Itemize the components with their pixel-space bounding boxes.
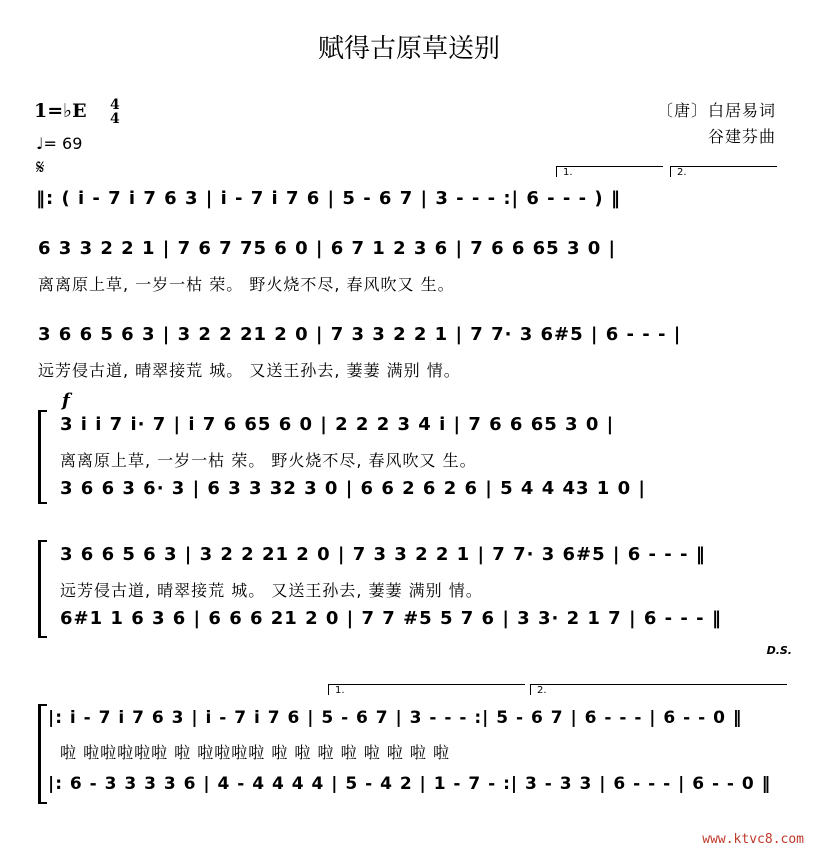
lyric-line-6: 远芳侵古道, 晴翠接荒 城。 又送王孙去, 萋萋 满别 情。 (60, 581, 483, 600)
score-line-6 (0, 544, 818, 574)
notation-line-7: 6#1 1 6 3 6 | 6 6 6 21 2 0 | 7 7 #5 5 7 6 | 3 3· 2 1 7 | 6 - - - ‖ (60, 608, 722, 629)
time-signature-top: 4 (110, 97, 120, 113)
lyric-line-8: 啦 啦啦啦啦啦 啦 啦啦啦啦 啦 啦 啦 啦 啦 啦 啦 啦 (60, 743, 450, 762)
volta-second-ending: 2. (670, 166, 777, 177)
score-line-1 (0, 188, 818, 218)
segno-icon: 𝄋 (36, 155, 45, 179)
notation-line-6: 3 6 6 5 6 3 | 3 2 2 21 2 0 | 7 3 3 2 2 1 | 7 7· 3 6#5 | 6 - - - ‖ (60, 544, 706, 565)
notation-line-3: 3 6 6 5 6 3 | 3 2 2 21 2 0 | 7 3 3 2 2 1 | 7 7· 3 6#5 | 6 - - - | (38, 324, 682, 345)
notation-line-9: |: 6 - 3 3 3 3 6 | 4 - 4 4 4 4 | 5 - 4 2 | 1 - 7 - :| 3 - 3 3 | 6 - - - | 6 - - 0 ‖ (48, 774, 772, 794)
score-line-3 (0, 324, 818, 354)
lyric-line-4: 离离原上草, 一岁一枯 荣。 野火烧不尽, 春风吹又 生。 (60, 451, 477, 470)
dal-segno-marking: D.S. (766, 644, 792, 657)
key-signature: 1=♭E (34, 100, 87, 122)
song-title: 赋得古原草送别 (317, 34, 500, 64)
notation-line-5: 3 6 6 3 6· 3 | 6 3 3 32 3 0 | 6 6 2 6 2 6 | 5 4 4 43 1 0 | (60, 478, 646, 499)
score-line-2 (0, 238, 818, 268)
lyricist-credit: 〔唐〕白居易词 (656, 101, 776, 120)
notation-line-8: |: i - 7 i 7 6 3 | i - 7 i 7 6 | 5 - 6 7 | 3 - - - :| 5 - 6 7 | 6 - - - | 6 - - 0 ‖ (48, 708, 743, 728)
site-watermark: www.ktvc8.com (702, 832, 804, 847)
volta-second-ending-coda: 2. (530, 684, 787, 695)
volta-first-ending: 1. (556, 166, 663, 177)
tempo-marking: ♩= 69 (36, 134, 83, 153)
time-signature (110, 98, 120, 126)
composer-credit: 谷建芬曲 (707, 127, 776, 146)
score-line-7 (0, 608, 818, 638)
notation-line-1: ‖: ( i - 7 i 7 6 3 | i - 7 i 7 6 | 5 - 6 7 | 3 - - - :| 6 - - - ) ‖ (36, 188, 621, 209)
notation-line-2: 6 3 3 2 2 1 | 7 6 7 75 6 0 | 6 7 1 2 3 6 | 7 6 6 65 3 0 | (38, 238, 617, 259)
dynamic-forte: f (62, 390, 70, 411)
score-line-8 (0, 708, 818, 738)
lyric-line-2: 离离原上草, 一岁一枯 荣。 野火烧不尽, 春风吹又 生。 (38, 275, 455, 294)
time-signature-bottom: 4 (110, 111, 120, 127)
notation-line-4: 3 i i 7 i· 7 | i 7 6 65 6 0 | 2 2 2 3 4 i | 7 6 6 65 3 0 | (60, 414, 615, 435)
score-line-5 (0, 478, 818, 508)
lyric-line-3: 远芳侵古道, 晴翠接荒 城。 又送王孙去, 萋萋 满别 情。 (38, 361, 461, 380)
volta-first-ending-coda: 1. (328, 684, 525, 695)
score-line-9 (0, 774, 818, 804)
score-line-4 (0, 414, 818, 444)
